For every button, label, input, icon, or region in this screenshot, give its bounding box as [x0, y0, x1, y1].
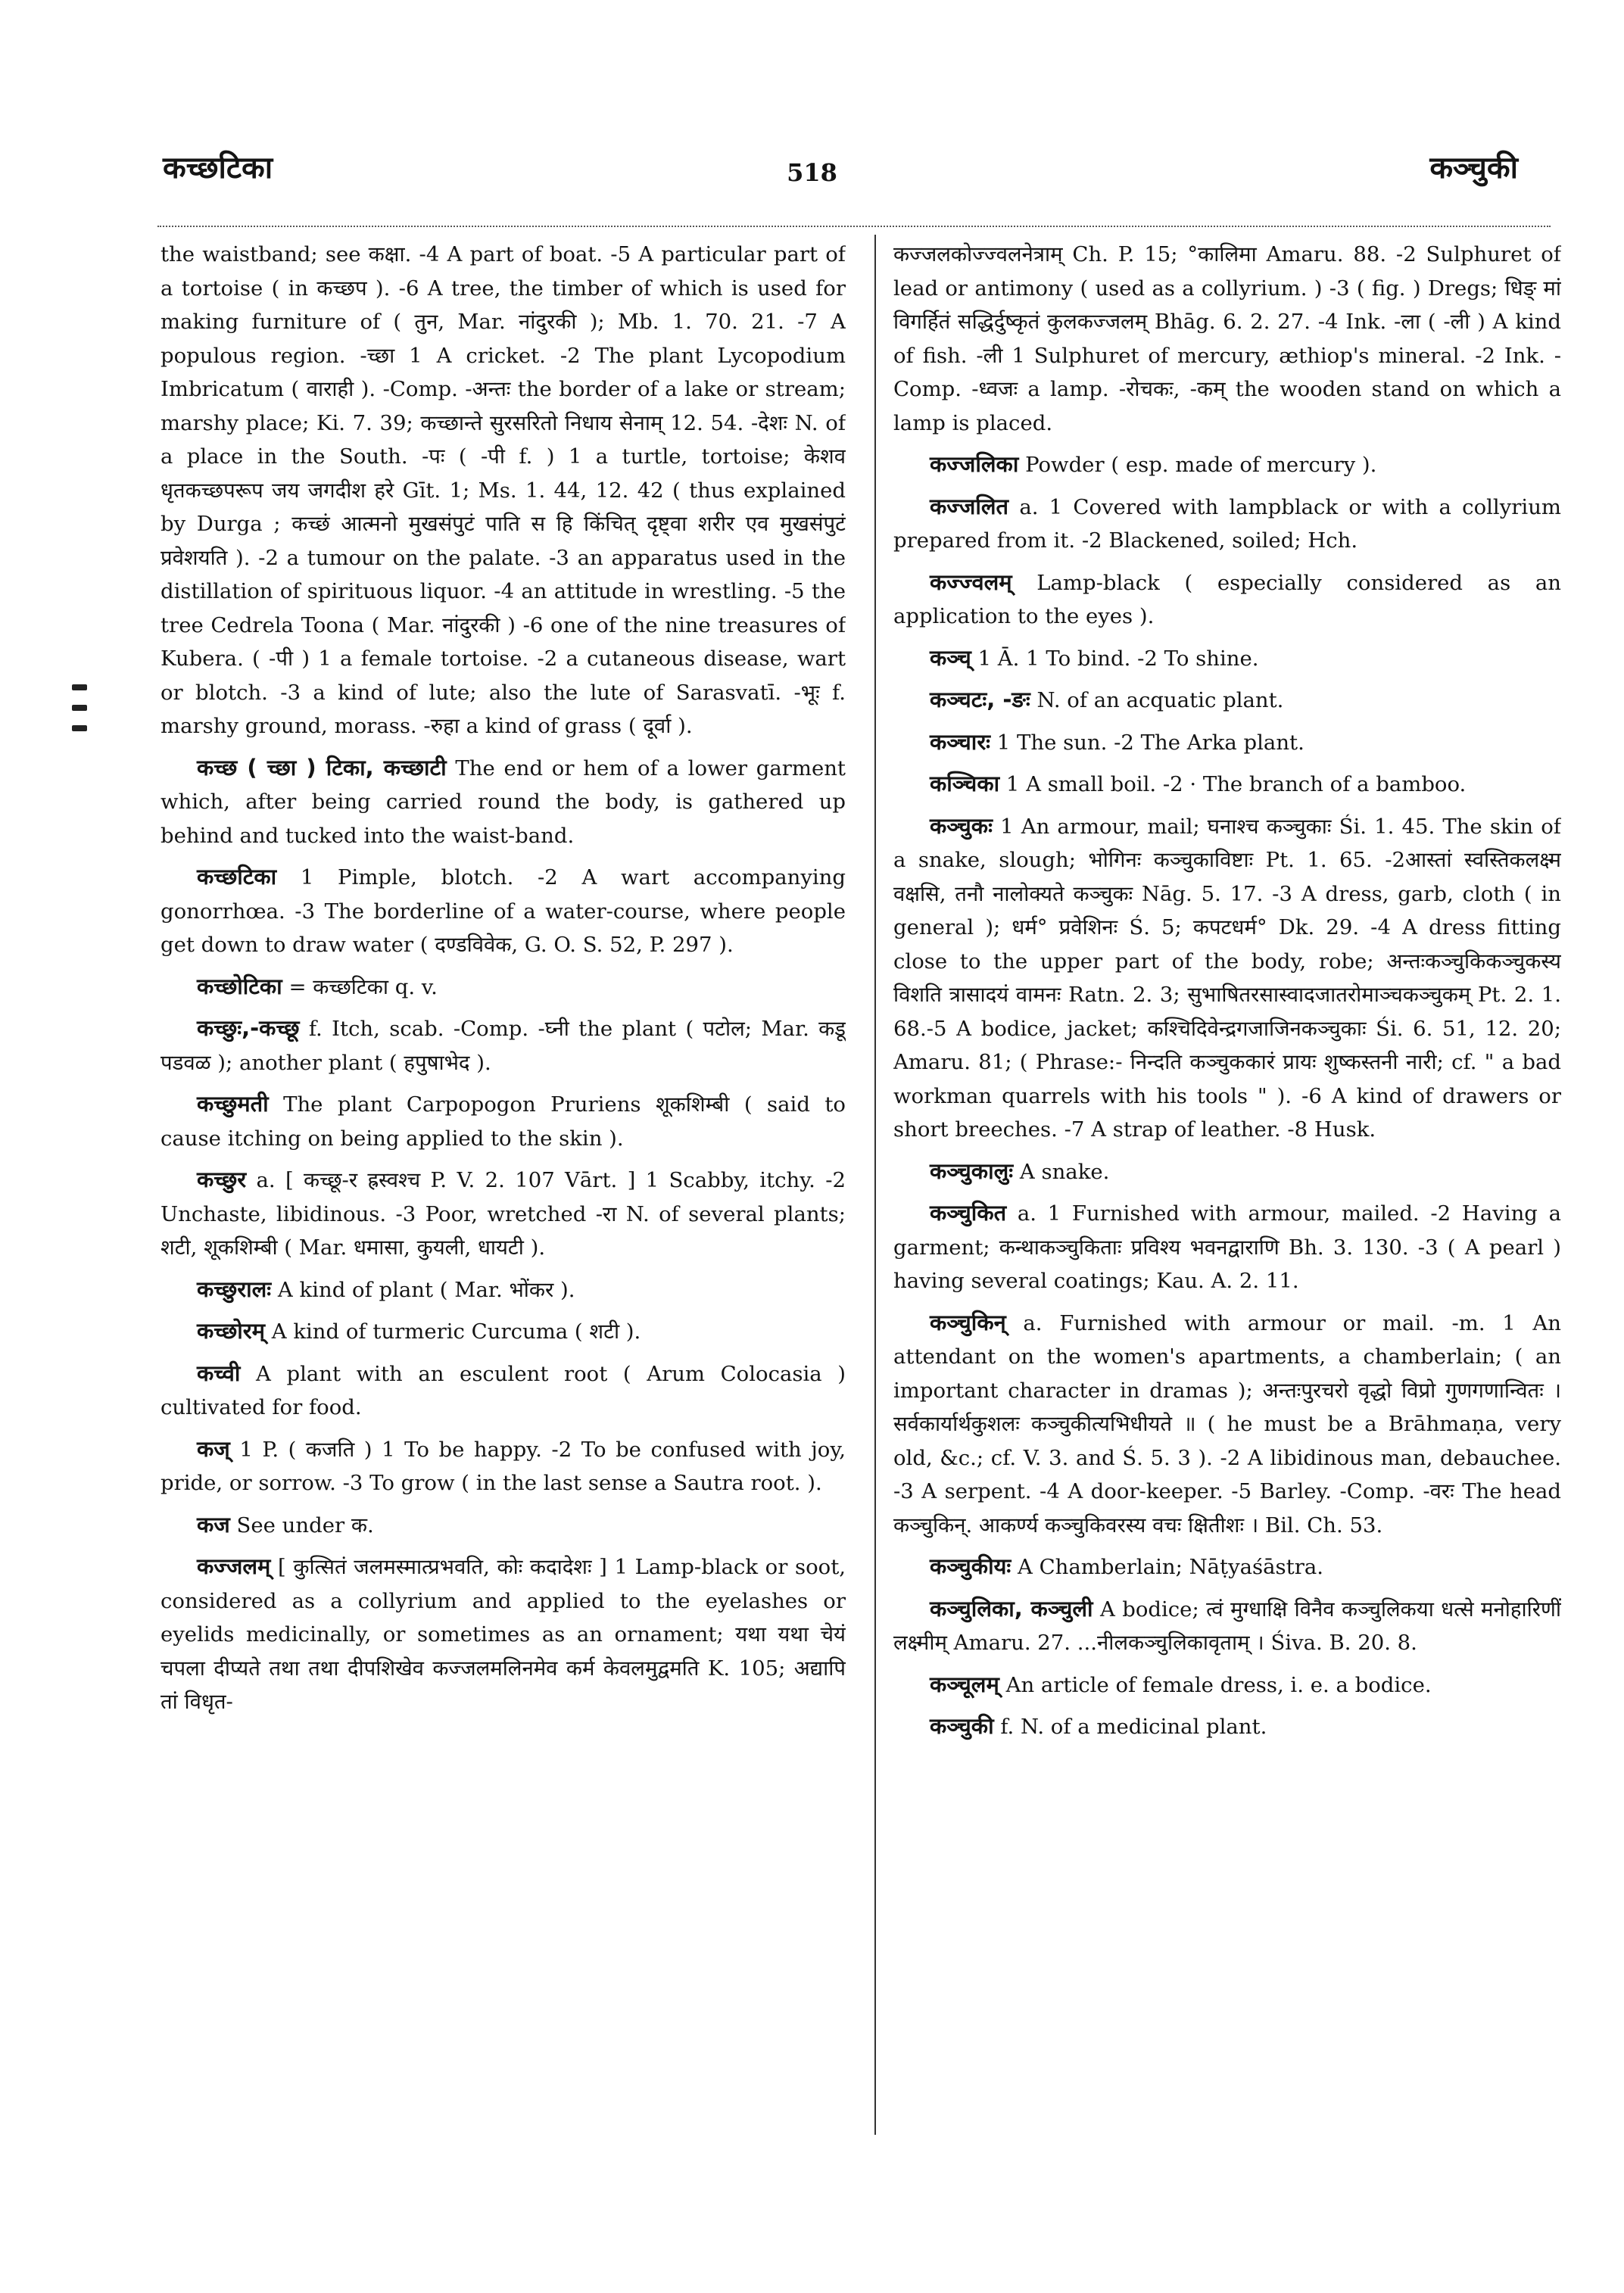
- dictionary-entry: [893, 1709, 1561, 1744]
- dictionary-entry: [893, 683, 1561, 718]
- dictionary-entry: [161, 1550, 846, 1719]
- entry-definition: f. Itch, scab. -Comp. -घ्नी the plant ( पटोल; Mar. कडू पडवळ ); another plant ( हपुषाभेद ).: [161, 1017, 846, 1075]
- entry-definition: A plant with an esculent root ( Arum Colocasia ) cultivated for food.: [161, 1361, 846, 1419]
- entry-headword: कज्जलित: [930, 493, 1009, 519]
- entry-headword: कञ्चारः: [930, 728, 991, 755]
- entry-definition: 1 Pimple, blotch. -2 A wart accompanying gonorrhœa. -3 The borderline of a water-course, where people get down to draw water ( दण्डविवेक, G. O. S. 52, P. 297 ).: [161, 865, 846, 957]
- entry-definition: 1 A small boil. -2 · The branch of a bamboo.: [1005, 772, 1467, 796]
- dictionary-entry: [161, 1011, 846, 1080]
- entry-headword: कच्छुर: [197, 1167, 247, 1192]
- entry-definition: A snake.: [1019, 1159, 1110, 1184]
- entry-headword: कज्जलिका: [930, 451, 1019, 477]
- entry-definition: = कच्छटिका q. v.: [288, 974, 438, 999]
- entry-headword: कच्छुः,-कच्छू: [197, 1015, 300, 1041]
- column-divider: [874, 235, 876, 2135]
- entry-headword: कञ्चुकिन्: [930, 1309, 1006, 1335]
- entry-headword: कञ्चूलम्: [930, 1671, 999, 1697]
- entry-headword: कच्छुमती: [197, 1091, 269, 1117]
- entry-definition: A kind of plant ( Mar. भोंकर ).: [277, 1277, 575, 1302]
- entry-definition: a. Furnished with armour or mail. -m. 1 An attendant on the women's apartments, a chamberlain; ( an important character in dramas ); अन्तःपुरचरो वृद्धो विप्रो गुणगणान्वितः । सर्वकार्यार्थकुशलः कञ्चुकीत्यभिधीयते ॥ ( he must be a Brāhmaṇa, very old, &c.; cf. V. 3. and Ś. 5. 3 ). -2 A libidinous man, debauchee. -3 A serpent. -4 A door-keeper. -5 Barley. -Comp. -वरः The head कञ्चुकिन्. आकर्ण्य कञ्चुकिवरस्य वचः क्षितीशः । Bil. Ch. 53.: [893, 1310, 1561, 1537]
- entry-definition: 1 Ā. 1 To bind. -2 To shine.: [977, 646, 1259, 671]
- entry-headword: कञ्चटः, -ङः: [930, 687, 1030, 712]
- entry-definition: 1 P. ( कजति ) 1 To be happy. -2 To be confused with joy, pride, or sorrow. -3 To grow ( in the last sense a Sautra root. ).: [161, 1437, 846, 1495]
- entry-headword: कच्छुरालः: [197, 1276, 272, 1302]
- entry-headword: कच्छोरम्: [197, 1318, 265, 1344]
- dictionary-entry: [893, 1668, 1561, 1703]
- entry-definition: the waistband; see कक्षा. -4 A part of boat. -5 A particular part of a tortoise ( in कच्छप ). -6 A tree, the timber of which is used for making furniture of ( तुन, Mar. नांदुरकी ); Mb. 1. 70. 21. -7 A populous region. -च्छा 1 A cricket. -2 The plant Lycopodium Imbricatum ( वाराही ). -Comp. -अन्तः the border of a lake or stream; marshy place; Ki. 7. 39; कच्छान्ते सुरसरितो निधाय सेनाम् 12. 54. -देशः N. of a place in the South. -पः ( -पी f. ) 1 a turtle, tortoise; केशव धृतकच्छपरूप जय जगदीश हरे Gīt. 1; Ms. 1. 44, 12. 42 ( thus explained by Durga ; कच्छं आत्मनो मुखसंपुटं पाति स हि किंचित् दृष्ट्वा शरीर एव मुखसंपुटं प्रवेशयति ). -2 a tumour on the palate. -3 an apparatus used in the distillation of spirituous liquor. -4 an attitude in wrestling. -5 the tree Cedrela Toona ( Mar. नांदुरकी ) -6 one of the nine treasures of Kubera. ( -पी ) 1 a female tortoise. -2 a cutaneous disease, wart or blotch. -3 a kind of lute; also the lute of Sarasvatī. -भूः f. marshy ground, morass. -रुहा a kind of grass ( दूर्वा ).: [161, 242, 846, 738]
- header-guide-word-left: कच्छटिका: [163, 151, 273, 185]
- entry-definition: N. of an acquatic plant.: [1036, 688, 1284, 712]
- dictionary-entry: [893, 565, 1561, 634]
- dictionary-entry: [161, 1087, 846, 1155]
- entry-headword: कज्: [197, 1435, 230, 1462]
- dictionary-entry: [893, 490, 1561, 558]
- entry-definition: कज्जलकोज्ज्वलनेत्राम् Ch. P. 15; °कालिमा Amaru. 88. -2 Sulphuret of lead or antimony ( used as a collyrium. ) -3 ( fig. ) Dregs; धिङ् मां विगर्हितं सद्धिर्दुष्कृतं कुलकज्जलम् Bhāg. 6. 2. 27. -4 Ink. -ला ( -ली ) A kind of fish. -ली 1 Sulphuret of mercury, æthiop's mineral. -2 Ink. -Comp. -ध्वजः a lamp. -रोचकः, -कम् the wooden stand on which a lamp is placed.: [893, 242, 1561, 435]
- entry-definition: a. [ कच्छू-र ह्रस्वश्च P. V. 2. 107 Vārt. ] 1 Scabby, itchy. -2 Unchaste, libidinous. -3 Poor, wretched -रा N. of several plants; शटी, शूकशिम्बी ( Mar. धमासा, कुयली, धायटी ).: [161, 1168, 846, 1260]
- dictionary-entry: [893, 447, 1561, 482]
- dictionary-entry: [161, 970, 846, 1005]
- entry-definition: A Chamberlain; Nāṭyaśāstra.: [1018, 1555, 1323, 1579]
- dictionary-entry: [893, 1550, 1561, 1584]
- entry-definition: A kind of turmeric Curcuma ( शटी ).: [271, 1319, 641, 1344]
- dictionary-entry: [893, 725, 1561, 760]
- entry-headword: कच्छटिका: [197, 864, 277, 889]
- entry-definition: Powder ( esp. made of mercury ).: [1025, 453, 1377, 477]
- header-guide-word-right: कञ्चुकी: [1429, 151, 1518, 185]
- entry-definition: a. 1 Furnished with armour, mailed. -2 Having a garment; कन्थाकञ्चुकिताः प्रविश्य भवनद्वाराणि Bh. 3. 130. -3 ( A pearl ) having several coatings; Kau. A. 2. 11.: [893, 1201, 1561, 1293]
- entry-headword: कज: [197, 1511, 230, 1537]
- entry-headword: कच्वी: [197, 1360, 241, 1386]
- entry-headword: कञ्चुकः: [930, 812, 993, 839]
- dictionary-entry: [161, 1163, 846, 1265]
- entry-headword: कज्ज्वलम्: [930, 569, 1012, 595]
- entry-definition: The plant Carpopogon Pruriens शूकशिम्बी ( said to cause itching on being applied to the skin ).: [161, 1092, 846, 1151]
- dictionary-entry: [161, 1432, 846, 1500]
- entry-definition: An article of female dress, i. e. a bodice.: [1005, 1672, 1432, 1697]
- dictionary-entry: [161, 860, 846, 962]
- dictionary-entry: [893, 809, 1561, 1147]
- dictionary-entry: [893, 1306, 1561, 1543]
- entry-headword: कञ्चुकित: [930, 1200, 1007, 1226]
- entry-definition: A bodice; त्वं मुग्धाक्षि विनैव कञ्चुलिकया धत्से मनोहारिणीं लक्ष्मीम् Amaru. 27. ...नीलकञ्चुलिकावृताम् । Śiva. B. 20. 8.: [893, 1597, 1561, 1655]
- dictionary-entry: [893, 641, 1561, 676]
- entry-headword: कञ्चुकी: [930, 1713, 994, 1739]
- entry-headword: कच्छोटिका: [197, 973, 282, 999]
- margin-mark-icon: [70, 684, 89, 731]
- entry-definition: [ कुत्सितं जलमस्मात्प्रभवति, कोः कदादेशः ] 1 Lamp-black or soot, considered as a collyrium and applied to the eyelashes or eyelids medicinally, or sometimes as an ornament; यथा यथा चेयं चपला दीप्यते तथा तथा दीपशिखेव कज्जलमलिनमेव कर्म केवलमुद्वमति K. 105; अद्यापि तां विधृत-: [161, 1555, 846, 1714]
- dictionary-entry: [893, 1196, 1561, 1298]
- entry-headword: कज्जलम्: [197, 1553, 271, 1579]
- page-number: 518: [787, 158, 837, 187]
- entry-definition: a. 1 Covered with lampblack or with a collyrium prepared from it. -2 Blackened, soiled; Hch.: [893, 494, 1561, 553]
- entry-headword: कञ्चिका: [930, 771, 1000, 796]
- dictionary-entry: [161, 1314, 846, 1349]
- entry-headword: कञ्च्: [930, 644, 971, 671]
- dictionary-entry: [161, 751, 846, 853]
- header-rule: [157, 226, 1551, 227]
- right-column: [893, 238, 1561, 1767]
- dictionary-entry: [893, 238, 1561, 440]
- dictionary-entry: [161, 238, 846, 743]
- dictionary-entry: [161, 1273, 846, 1307]
- entry-headword: कञ्चुकालुः: [930, 1157, 1014, 1184]
- entry-headword: कच्छ ( च्छा ) टिका, कच्छाटी: [197, 754, 447, 780]
- dictionary-entry: [161, 1508, 846, 1543]
- entry-definition: The end or hem of a lower garment which, after being carried round the body, is gathered up behind and tucked into the waist-band.: [161, 756, 846, 848]
- entry-headword: कञ्चुकीयः: [930, 1553, 1011, 1579]
- dictionary-entry: [893, 1154, 1561, 1189]
- dictionary-entry: [161, 1357, 846, 1425]
- left-column: [161, 238, 846, 2145]
- entry-definition: See under क.: [236, 1513, 374, 1537]
- entry-definition: f. N. of a medicinal plant.: [1000, 1715, 1267, 1739]
- entry-definition: 1 The sun. -2 The Arka plant.: [996, 730, 1304, 755]
- dictionary-entry: [893, 767, 1561, 802]
- entry-headword: कञ्चुलिका, कञ्चुली: [930, 1595, 1093, 1622]
- dictionary-entry: [893, 1592, 1561, 1660]
- entry-definition: Lamp-black ( especially considered as an application to the eyes ).: [893, 570, 1561, 628]
- entry-definition: 1 An armour, mail; घनाश्च कञ्चुकाः Śi. 1. 45. The skin of a snake, slough; भोगिनः कञ्चुकाविष्टाः Pt. 1. 65. -2आस्तां स्वस्तिकलक्ष्म वक्षसि, तनौ नालोक्यते कञ्चुकः Nāg. 5. 17. -3 A dress, garb, cloth ( in general ); धर्म° प्रवेशिनः Ś. 5; कपटधर्म° Dk. 29. -4 A dress fitting close to the upper part of the body, robe; अन्तःकञ्चुकिकञ्चुकस्य विशति त्रासादयं वामनः Ratn. 2. 3; सुभाषितरसास्वादजातरोमाञ्चकञ्चुकम् Pt. 2. 1. 68.-5 A bodice, jacket; कश्चिदिवेन्द्रगजाजिनकञ्चुकाः Śi. 6. 51, 12. 20; Amaru. 81; ( Phrase:- निन्दति कञ्चुककारं प्रायः शुष्कस्तनी नारी; cf. " a bad workman quarrels with his tools " ). -6 A kind of drawers or short breeches. -7 A strap of leather. -8 Husk.: [893, 814, 1561, 1142]
